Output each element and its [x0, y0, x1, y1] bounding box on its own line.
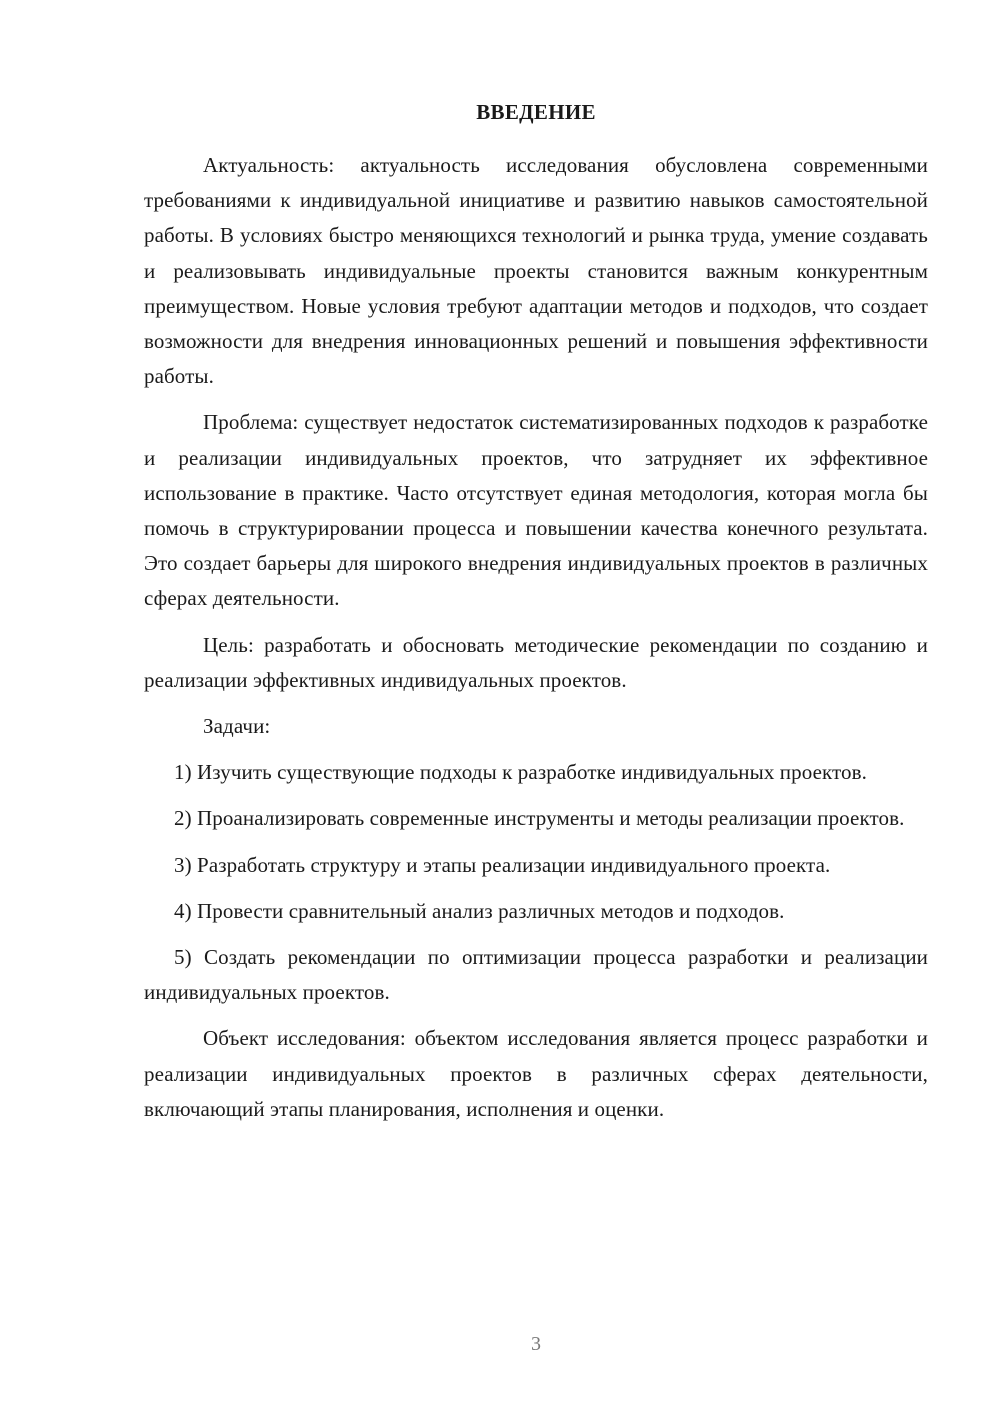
paragraph-goal: Цель: разработать и обосновать методические рекомендации по созданию и реализации эффективных индивидуальных проектов. [144, 632, 928, 692]
page-title: ВВЕДЕНИЕ [476, 100, 596, 124]
page-number: 3 [531, 1333, 541, 1355]
document-page [144, 90, 928, 1127]
task-item: 2) Проанализировать современные инструменты и методы реализации проектов. [174, 806, 905, 831]
task-item: 1) Изучить существующие подходы к разработке индивидуальных проектов. [174, 760, 867, 785]
paragraph-object: Объект исследования: объектом исследования является процесс разработки и реализации индивидуальных проектов в различных сферах деятельности, включающий этапы планирования, исполнения и оценки. [144, 1026, 928, 1121]
task-item: 4) Провести сравнительный анализ различных методов и подходов. [174, 898, 785, 923]
task-item: 5) Создать рекомендации по оптимизации процесса разработки и реализации индивидуальных проектов. [144, 945, 928, 1005]
paragraph-relevance: Актуальность: актуальность исследования обусловлена современными требованиями к индивидуальной инициативе и развитию навыков самостоятельной работы. В условиях быстро меняющихся технологий и рынка труда, умение создавать и реализовывать индивидуальные проекты становится важным конкурентным преимуществом. Новые условия требуют адаптации методов и подходов, что создает возможности для внедрения инновационных решений и повышения эффективности работы. [144, 153, 928, 389]
paragraph-problem: Проблема: существует недостаток систематизированных подходов к разработке и реализации индивидуальных проектов, что затрудняет их эффективное использование в практике. Часто отсутствует единая методология, которая могла бы помочь в структурировании процесса и повышении качества конечного результата. Это создает барьеры для широкого внедрения индивидуальных проектов в различных сферах деятельности. [144, 410, 928, 611]
tasks-label: Задачи: [203, 714, 271, 739]
task-item: 3) Разработать структуру и этапы реализации индивидуального проекта. [174, 852, 831, 877]
